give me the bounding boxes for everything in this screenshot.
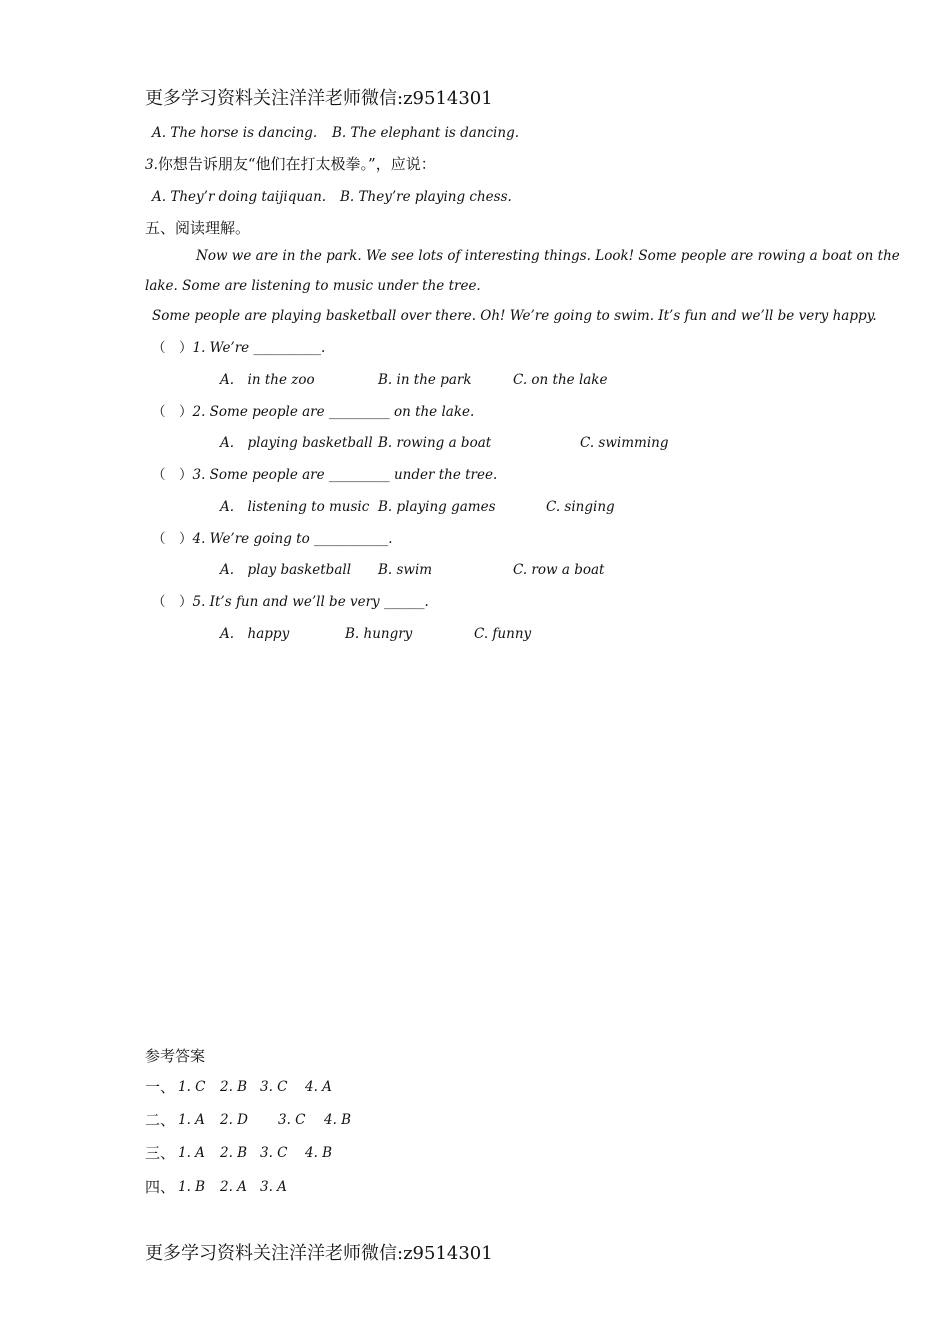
q4r-option-c: C. row a boat — [513, 562, 605, 578]
answer-item: 1. A — [178, 1112, 205, 1128]
reading-heading: 五、阅读理解。 — [145, 219, 251, 237]
answer-item: 3. C — [260, 1079, 288, 1095]
question-stem: 2. Some people are _________ on the lake. — [192, 404, 475, 420]
answer-item: 4. A — [305, 1079, 332, 1095]
question-stem: 3. Some people are _________ under the tree. — [192, 467, 498, 483]
answer-item: 3. A — [260, 1179, 287, 1195]
q1-option-c: C. on the lake — [513, 372, 608, 388]
answer-paren: （ ） — [152, 404, 193, 420]
passage-line-3: Some people are playing basketball over there. Oh! We’re going to swim. It’s fun and we’ll be very happy. — [152, 308, 877, 324]
q5r-option-a: A. happy — [220, 626, 290, 642]
answer-row-label: 四、 — [145, 1178, 176, 1196]
passage-line-2: lake. Some are listening to music under the tree. — [145, 278, 481, 294]
q3-option-a: A. They’r doing taijiquan. — [152, 189, 327, 205]
q2r-option-b: B. rowing a boat — [378, 435, 492, 451]
q3r-option-a: A. listening to music — [220, 499, 370, 515]
answer-row-1 — [145, 1080, 175, 1095]
answer-item: 2. B — [220, 1145, 248, 1161]
answer-item: 3. C — [278, 1112, 306, 1128]
answer-item: 3. C — [260, 1145, 288, 1161]
q5r-option-b: B. hungry — [345, 626, 413, 642]
q4r-option-a: A. play basketball — [220, 562, 352, 578]
question-stem: 4. We’re going to ___________. — [192, 531, 393, 547]
question-stem: 5. It’s fun and we’ll be very ______. — [192, 594, 429, 610]
q3r-option-b: B. playing games — [378, 499, 496, 515]
q5r-option-c: C. funny — [474, 626, 532, 642]
q1-option-a: A. in the zoo — [220, 372, 315, 388]
q3r-option-c: C. singing — [546, 499, 615, 515]
q2r-option-c: C. swimming — [580, 435, 669, 451]
answer-row-label: 三、 — [145, 1144, 176, 1162]
q3-number: 3. — [145, 157, 158, 173]
answer-item: 1. C — [178, 1079, 206, 1095]
q3-option-b: B. They’re playing chess. — [340, 189, 512, 205]
q3-text: 你想告诉朋友“他们在打太极拳。”，应说： — [157, 155, 436, 173]
answer-item: 2. D — [220, 1112, 248, 1128]
answer-paren: （ ） — [152, 594, 193, 610]
question-1 — [152, 342, 325, 356]
question-stem: 1. We’re __________. — [192, 340, 326, 356]
question-3 — [152, 469, 497, 483]
answers-title: 参考答案 — [145, 1047, 206, 1065]
q2r-option-a: A. playing basketball — [220, 435, 373, 451]
answer-paren: （ ） — [152, 340, 193, 356]
question-4 — [152, 533, 393, 547]
answer-item: 1. A — [178, 1145, 205, 1161]
passage-line-1: Now we are in the park. We see lots of interesting things. Look! Some people are rowing a boat on the — [196, 248, 900, 264]
q2-option-b: B. The elephant is dancing. — [332, 125, 520, 141]
answer-item: 2. B — [220, 1079, 248, 1095]
q4r-option-b: B. swim — [378, 562, 433, 578]
answer-item: 4. B — [305, 1145, 333, 1161]
answer-item: 2. A — [220, 1179, 247, 1195]
q3-prompt — [145, 157, 436, 173]
answer-item: 1. B — [178, 1179, 206, 1195]
answer-paren: （ ） — [152, 467, 193, 483]
q1-option-b: B. in the park — [378, 372, 472, 388]
answer-row-label: 二、 — [145, 1111, 176, 1129]
answer-paren: （ ） — [152, 531, 193, 547]
question-2 — [152, 406, 474, 420]
answer-item: 4. B — [324, 1112, 352, 1128]
answer-row-label: 一、 — [145, 1078, 176, 1096]
q2-option-a: A. The horse is dancing. — [152, 125, 318, 141]
header-watermark: 更多学习资料关注洋洋老师微信:z9514301 — [145, 88, 493, 109]
question-5 — [152, 596, 429, 610]
footer-watermark: 更多学习资料关注洋洋老师微信:z9514301 — [145, 1243, 493, 1264]
answer-row-2 — [145, 1113, 175, 1128]
answer-row-3 — [145, 1146, 175, 1161]
answer-row-4 — [145, 1180, 175, 1195]
